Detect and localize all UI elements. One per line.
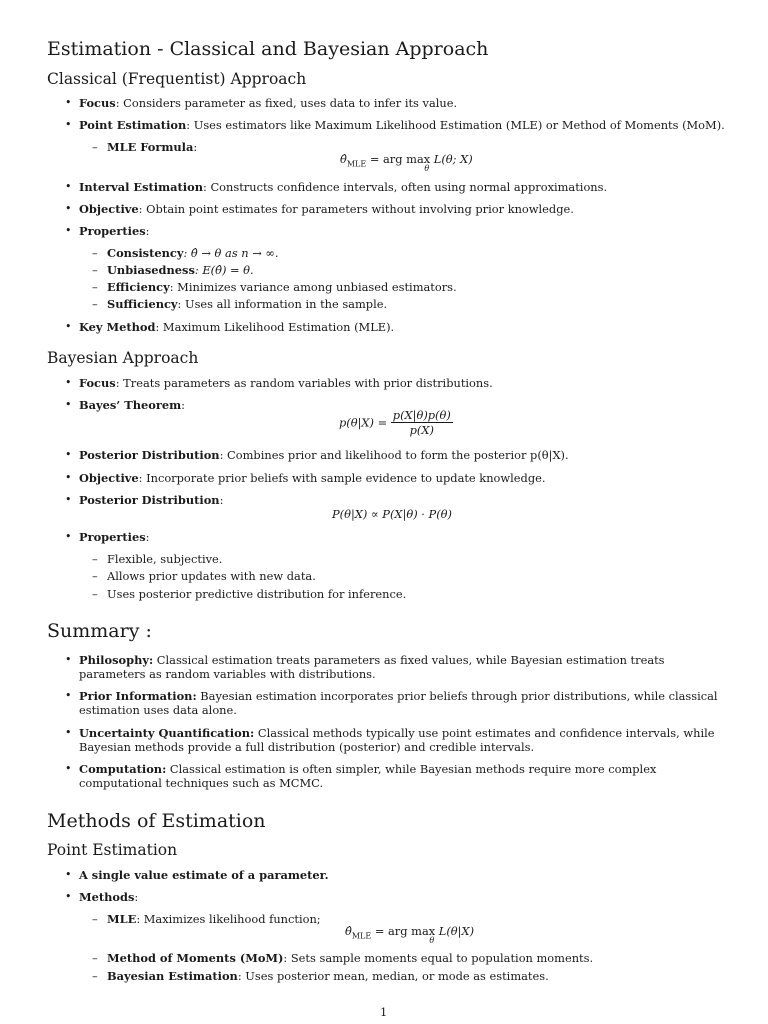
bayes-theorem-line [79, 398, 185, 412]
single-value-text: A single value estimate of a parameter. [79, 868, 329, 882]
bullet-icon: • [65, 493, 72, 506]
dash-icon: – [92, 280, 98, 294]
interval-label: Interval Estimation [79, 180, 203, 194]
property-item [107, 297, 387, 311]
mle-formula-label: MLE Formula [107, 140, 194, 154]
dash-icon: – [92, 297, 98, 311]
posterior-text: : Combines prior and likelihood to form the posterior p(θ|X). [219, 448, 569, 462]
property-item [107, 246, 279, 260]
bayesian-objective-text: : Incorporate prior beliefs with sample evidence to update knowledge. [138, 471, 546, 485]
key-method-text: : Maximum Likelihood Estimation (MLE). [155, 320, 395, 334]
bayesian-properties-label: Properties [79, 530, 146, 544]
bayesian-properties-colon: : [145, 530, 150, 544]
mle-equation-2 [345, 924, 474, 946]
dash-icon: – [92, 912, 98, 926]
summary-item [79, 726, 721, 754]
posterior-distribution [79, 448, 569, 462]
summary-item [79, 762, 721, 790]
bayes-theorem-label: Bayes’ Theorem [79, 398, 182, 412]
property-item [107, 263, 254, 277]
bullet-icon: • [65, 653, 72, 666]
methods-heading: Methods of Estimation [47, 810, 266, 832]
mle2-eq-mid: = arg max [371, 924, 439, 938]
bullet-icon: • [65, 726, 72, 739]
property-item: Flexible, subjective. [107, 552, 223, 566]
bayesian-method-label: Bayesian Estimation [107, 969, 238, 983]
classical-key-method [79, 320, 394, 334]
posterior2-label: Posterior Distribution [79, 493, 220, 507]
mom-method-label: Method of Moments (MoM) [107, 951, 284, 965]
dash-icon: – [92, 569, 98, 583]
property-text: : Minimizes variance among unbiased estimators. [169, 280, 457, 294]
point-estimation-heading: Point Estimation [47, 841, 178, 859]
classical-focus [79, 96, 457, 110]
bayesian-objective [79, 471, 545, 485]
bayes-denominator: p(X) [409, 423, 434, 437]
methods-label: Methods [79, 890, 135, 904]
mle2-eq-rhs: L(θ|X) [438, 924, 475, 938]
classical-objective-label: Objective [79, 202, 139, 216]
property-item: Allows prior updates with new data. [107, 569, 316, 583]
bayes-numerator: p(X|θ)p(θ) [392, 408, 451, 422]
summary-item [79, 653, 721, 681]
posterior2-colon: : [219, 493, 224, 507]
page-title: Estimation - Classical and Bayesian Approach [47, 38, 489, 60]
bayes-fraction [391, 408, 453, 437]
mle-eq-mid: = arg max [366, 152, 434, 166]
property-label: Consistency [107, 246, 184, 260]
classical-focus-label: Focus [79, 96, 116, 110]
bullet-icon: • [65, 118, 72, 131]
bayesian-properties [79, 530, 149, 544]
summary-item-text: Classical methods typically use point estimates and confidence intervals, while Bayesian methods provide a full distribution (posterior) and credible intervals. [79, 726, 715, 754]
bullet-icon: • [65, 471, 72, 484]
bullet-icon: • [65, 202, 72, 215]
single-value-item [79, 868, 329, 882]
bullet-icon: • [65, 448, 72, 461]
mle-formula-colon: : [193, 140, 198, 154]
mle-equation [340, 152, 473, 174]
bayesian-heading: Bayesian Approach [47, 349, 199, 367]
bullet-icon: • [65, 180, 72, 193]
posterior-distribution-2 [79, 493, 223, 507]
summary-item-text: Bayesian estimation incorporates prior beliefs through prior distributions, while classical estimation uses data alone. [79, 689, 718, 717]
summary-item [79, 689, 721, 717]
dash-icon: – [92, 140, 98, 154]
classical-properties [79, 224, 149, 238]
bayes-equation [339, 408, 453, 437]
mle-method-label: MLE [107, 912, 137, 926]
summary-heading: Summary : [47, 620, 152, 642]
bullet-icon: • [65, 762, 72, 775]
mom-method-item [107, 951, 593, 965]
dash-icon: – [92, 587, 98, 601]
posterior-label: Posterior Distribution [79, 448, 220, 462]
dash-icon: – [92, 263, 98, 277]
mle2-eq-sub: MLE [351, 931, 372, 941]
bullet-icon: • [65, 224, 72, 237]
mle-eq-rhs: L(θ; X) [433, 152, 473, 166]
dash-icon: – [92, 246, 98, 260]
mle-method-item [107, 912, 321, 926]
bayesian-focus-text: : Treats parameters as random variables with prior distributions. [115, 376, 493, 390]
mle2-eq-under: θ [429, 936, 435, 945]
property-label: Sufficiency [107, 297, 178, 311]
summary-item-label: Computation: [79, 762, 167, 776]
mle-method-text: : Maximizes likelihood function; [136, 912, 321, 926]
interval-text: : Constructs confidence intervals, often using normal approximations. [203, 180, 608, 194]
methods-item [79, 890, 138, 904]
property-item [107, 280, 457, 294]
mle2-eq-lhs: θ̂ [345, 924, 352, 938]
bayesian-method-item [107, 969, 549, 983]
mle-eq-under: θ [424, 164, 430, 173]
bayes-eq-lhs: p(θ|X) = [339, 415, 391, 430]
classical-point-estimation [79, 118, 725, 132]
bullet-icon: • [65, 398, 72, 411]
classical-properties-label: Properties [79, 224, 146, 238]
classical-interval [79, 180, 607, 194]
dash-icon: – [92, 969, 98, 983]
bullet-icon: • [65, 868, 72, 881]
mle-eq-sub: MLE [346, 159, 367, 169]
bayesian-method-text: : Uses posterior mean, median, or mode as estimates. [237, 969, 549, 983]
property-text: : E(θ̂) = θ. [194, 263, 254, 277]
classical-focus-text: : Considers parameter as fixed, uses data to infer its value. [115, 96, 458, 110]
property-label: Unbiasedness [107, 263, 195, 277]
property-item: Uses posterior predictive distribution for inference. [107, 587, 407, 601]
posterior-equation: P(θ|X) ∝ P(X|θ) · P(θ) [332, 507, 452, 521]
bullet-icon: • [65, 96, 72, 109]
mom-method-text: : Sets sample moments equal to population moments. [283, 951, 594, 965]
key-method-label: Key Method [79, 320, 156, 334]
dash-icon: – [92, 552, 98, 566]
summary-item-label: Prior Information: [79, 689, 197, 703]
page-number: 1 [380, 1005, 388, 1019]
summary-item-text: Classical estimation treats parameters as fixed values, while Bayesian estimation treats parameters as random variables with distributions. [79, 653, 665, 681]
summary-item-text: Classical estimation is often simpler, while Bayesian methods require more complex computational techniques such as MCMC. [79, 762, 657, 790]
bullet-icon: • [65, 376, 72, 389]
dash-icon: – [92, 951, 98, 965]
summary-item-label: Uncertainty Quantification: [79, 726, 255, 740]
bullet-icon: • [65, 320, 72, 333]
bayesian-focus-label: Focus [79, 376, 116, 390]
classical-objective [79, 202, 574, 216]
bayesian-focus [79, 376, 493, 390]
classical-point-text: : Uses estimators like Maximum Likelihood Estimation (MLE) or Method of Moments (MoM). [186, 118, 725, 132]
property-label: Efficiency [107, 280, 170, 294]
methods-colon: : [134, 890, 139, 904]
mle-eq-lhs: θ̂ [340, 152, 347, 166]
classical-point-label: Point Estimation [79, 118, 187, 132]
summary-item-label: Philosophy: [79, 653, 154, 667]
mle-formula-line [107, 140, 197, 154]
bullet-icon: • [65, 530, 72, 543]
property-text: : Uses all information in the sample. [177, 297, 388, 311]
classical-objective-text: : Obtain point estimates for parameters without involving prior knowledge. [138, 202, 574, 216]
property-text: : θ̂ → θ as n → ∞. [183, 246, 279, 260]
bullet-icon: • [65, 689, 72, 702]
bayes-theorem-colon: : [181, 398, 185, 412]
classical-heading: Classical (Frequentist) Approach [47, 70, 307, 88]
bayesian-objective-label: Objective [79, 471, 139, 485]
bullet-icon: • [65, 890, 72, 903]
classical-properties-colon: : [145, 224, 150, 238]
